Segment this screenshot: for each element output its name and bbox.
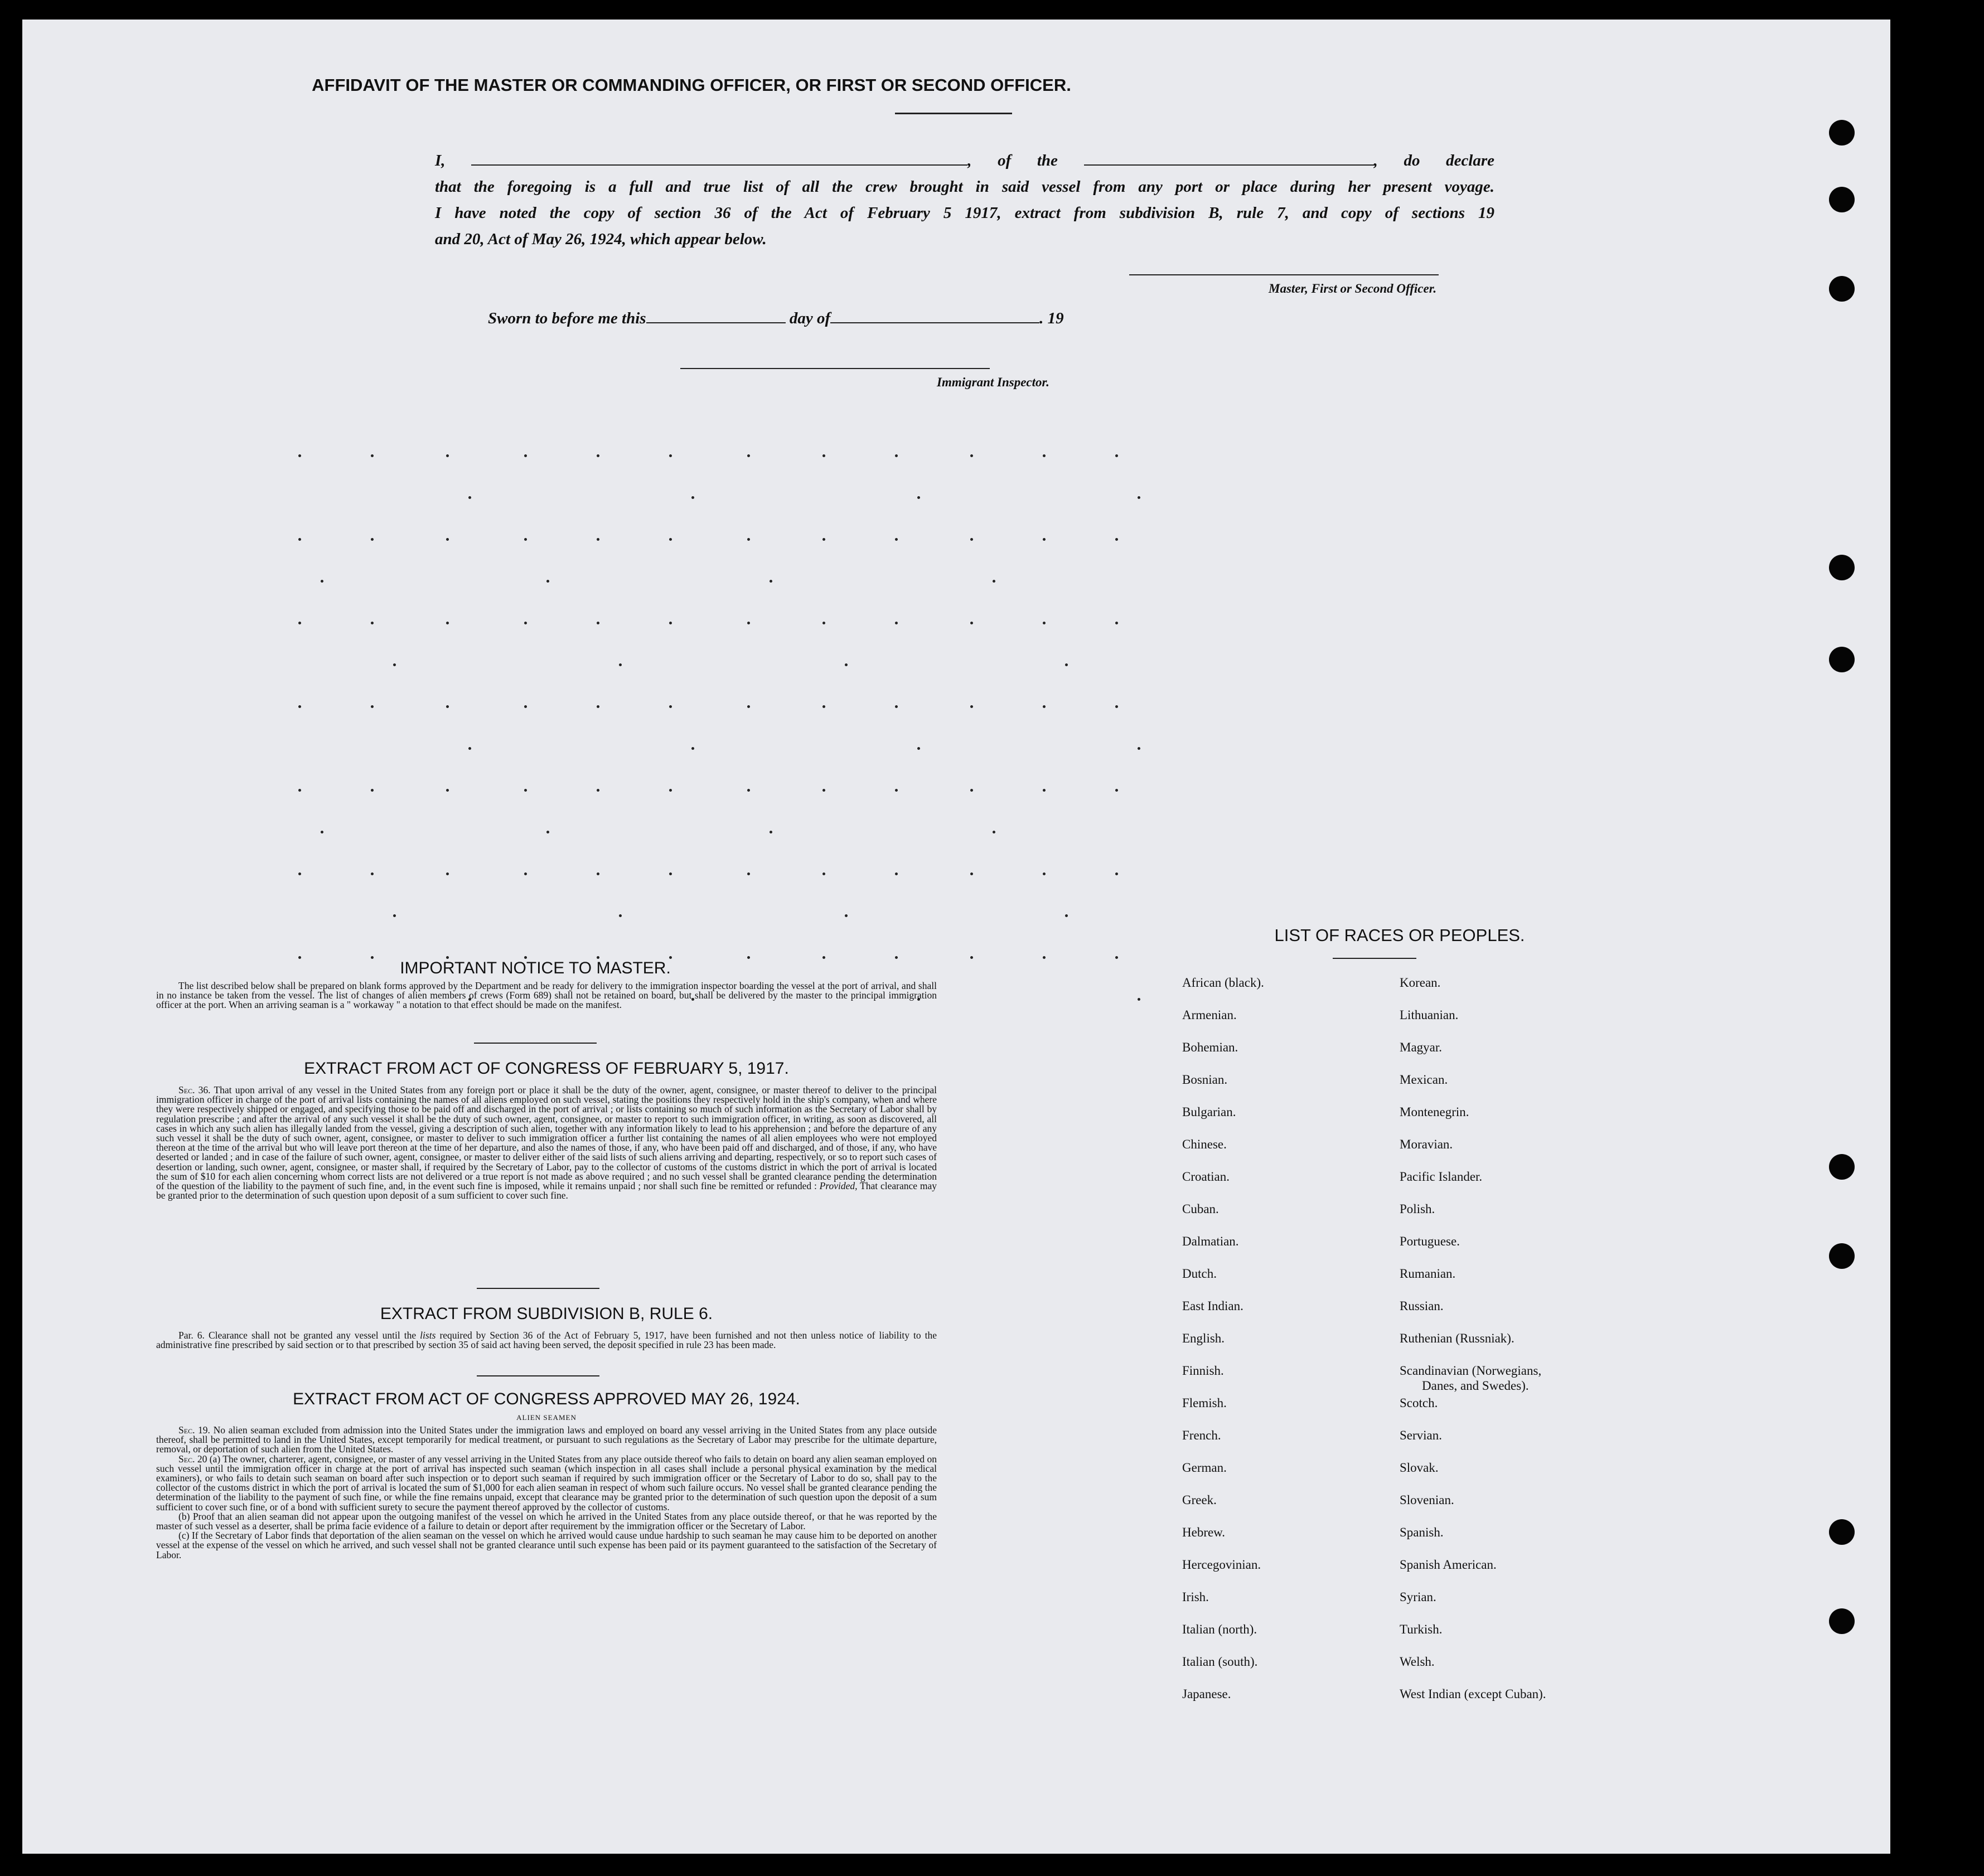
leader-dot [691, 747, 694, 750]
document-page [22, 20, 1890, 1854]
leader-dot [446, 538, 449, 541]
race-item: Japanese. [1182, 1687, 1231, 1701]
race-item: Dutch. [1182, 1267, 1217, 1281]
leader-dot [446, 705, 449, 708]
race-item: West Indian (except Cuban). [1400, 1687, 1546, 1701]
extract-rule6-body [156, 1331, 937, 1350]
sec20c-text: (c) If the Secretary of Labor finds that deportation of the alien seaman on the vessel on which he arrived would cause undue hardship to such seaman he may cause him to be deported on another vessel at the expense of the vessel on which he arrived, and such vessel shall not be granted clearance until such expense has been paid or its payment guaranteed to the satisfaction of the Secretary of Labor. [156, 1530, 937, 1560]
race-item: Hercegovinian. [1182, 1558, 1261, 1572]
leader-dot [1138, 998, 1140, 1001]
leader-dot [669, 789, 672, 792]
race-item: Chinese. [1182, 1137, 1227, 1151]
leader-dot [321, 831, 323, 833]
sec19-text: No alien seaman excluded from admission into the United States under the immigration laws and employed on board any vessel arriving in the United States from any place outside thereof, shall be permitted to land in the United States, except temporarily for medical treatment, or pursuant to such regulations as the Secretary of Labor may prescribe for the ultimate departure, removal, or deportation of such alien from the United States. [156, 1424, 937, 1455]
declaration-line-2: that the foregoing is a full and true list of all the crew brought in said vessel from any port or place during her present voyage. [435, 178, 1494, 196]
sec19-label: Sec. 19. [178, 1424, 210, 1436]
leader-dot [446, 872, 449, 875]
leader-dot [970, 872, 973, 875]
leader-dot [619, 914, 622, 917]
leader-dot [371, 872, 374, 875]
extract-1917-title: EXTRACT FROM ACT OF CONGRESS OF FEBRUARY 5, 1917. [304, 1059, 789, 1078]
leader-dot [524, 705, 527, 708]
leader-dot [1043, 538, 1046, 541]
race-item: Ruthenian (Russniak). [1400, 1331, 1514, 1345]
race-item: African (black). [1182, 976, 1264, 990]
race-item: Bulgarian. [1182, 1105, 1236, 1119]
leader-dot [446, 622, 449, 624]
leader-dot [669, 538, 672, 541]
sworn-month-field[interactable] [830, 311, 1039, 323]
divider [477, 1288, 599, 1289]
leader-dot [895, 956, 898, 959]
leader-dot [1065, 663, 1068, 666]
leader-dot [619, 663, 622, 666]
punch-hole [1829, 120, 1855, 146]
leader-dot [747, 454, 750, 457]
leader-dot [822, 622, 825, 624]
race-item: Dalmatian. [1182, 1234, 1239, 1248]
rule6-text-b: required by Section 36 of the Act of February 5, 1917, have been furnished and not then unless notice of liability to the administrative fine prescribed by said section or to that prescribed by section 35 of said act having been served, the deposit specified in rule 23 has been made. [156, 1330, 937, 1351]
leader-dot [1115, 705, 1118, 708]
sec36-label: Sec. 36. [178, 1084, 211, 1095]
leader-dot [747, 789, 750, 792]
race-item: Armenian. [1182, 1008, 1237, 1022]
leader-dot [1115, 454, 1118, 457]
leader-dot [546, 580, 549, 583]
sworn-day-label: day of [789, 309, 831, 327]
race-item: Servian. [1400, 1428, 1443, 1442]
leader-dot [770, 580, 772, 583]
notice-text: The list described below shall be prepared on blank forms approved by the Department and be ready for delivery to the immigration inspector boarding the vessel at the port of arrival, and shall in no instance be taken from the vessel. The list of changes of alien members of crews (Form 689) shall not be retained on board, but shall be delivered by the master to the principal immigration officer at the port. When an arriving seaman is a " workaway " a notation to that effect should be made on the manifest. [156, 980, 937, 1011]
punch-hole [1829, 647, 1855, 672]
race-item: Polish. [1400, 1202, 1435, 1216]
punch-hole [1829, 1608, 1855, 1634]
leader-dot [468, 747, 471, 750]
leader-dot [822, 454, 825, 457]
leader-dot [1115, 872, 1118, 875]
race-item: Magyar. [1400, 1040, 1443, 1054]
leader-dot [298, 872, 301, 875]
sec20-label: Sec. 20 [178, 1453, 207, 1465]
declaration-line-4: and 20, Act of May 26, 1924, which appear below. [435, 230, 767, 248]
leader-dot [597, 622, 599, 624]
rule6-text-a: Clearance shall not be granted any vessel until the [208, 1330, 417, 1341]
leader-dot [895, 454, 898, 457]
sec20b-text: (b) Proof that an alien seaman did not appear upon the outgoing manifest of the vessel on which he arrived in the United States from any place outside thereof, or that he was reported by the master of such vessel as a deserter, shall be prima facie evidence of a failure to detain or deport after requirement by the immigration officer or the Secretary of Labor. [156, 1510, 937, 1532]
declaration-line-1 [435, 148, 1494, 174]
race-item: Pacific Islander. [1400, 1170, 1483, 1184]
leader-dot [393, 663, 396, 666]
races-title: LIST OF RACES OR PEOPLES. [1274, 925, 1525, 945]
leader-dot [1043, 622, 1046, 624]
leader-dot [1043, 789, 1046, 792]
par6-label: Par. 6. [178, 1330, 205, 1341]
extract-1924-body [156, 1426, 937, 1560]
inspector-caption: Immigrant Inspector. [937, 375, 1049, 389]
punch-hole [1829, 187, 1855, 212]
leader-dot [524, 538, 527, 541]
inspector-signature-line[interactable] [680, 368, 990, 369]
race-item-continuation: Danes, and Swedes). [1422, 1379, 1529, 1393]
leader-dot [917, 747, 920, 750]
race-item: Cuban. [1182, 1202, 1219, 1216]
title-underline [895, 113, 1012, 114]
race-item: Scotch. [1400, 1396, 1438, 1410]
leader-dot [669, 705, 672, 708]
leader-dot [446, 789, 449, 792]
race-item: Welsh. [1400, 1655, 1435, 1669]
race-item: Moravian. [1400, 1137, 1453, 1151]
race-item: Slovak. [1400, 1461, 1439, 1475]
leader-dot [298, 454, 301, 457]
races-title-underline [1333, 958, 1416, 959]
leader-dot [895, 872, 898, 875]
leader-dot [546, 831, 549, 833]
leader-dot [747, 622, 750, 624]
leader-dot [691, 496, 694, 499]
leader-dot [524, 789, 527, 792]
leader-dot [993, 831, 995, 833]
leader-dot [845, 663, 848, 666]
race-item: Russian. [1400, 1299, 1444, 1313]
leader-dot [970, 454, 973, 457]
leader-dot [993, 580, 995, 583]
vessel-field[interactable] [1084, 153, 1374, 166]
sec36-text: That upon arrival of any vessel in the United States from any foreign port or place it shall be the duty of the owner, agent, consignee, or master thereof to deliver to the principal immigration officer in charge of the port of arrival lists containing the names of all aliens employed on such vessel, stating the positions they respectively hold in the ship's company, when and where they were respectively shipped or engaged, and specifying those to be paid off and discharged in the port of arrival ; or lists containing so much of such information as the Secretary of Labor shall by regulation prescribe ; and after the arrival of any such vessel it shall be the duty of such owner, agent, consignee, or master to report to such immigration officer, in writing, as soon as discovered, all cases in which any such alien has illegally landed from the vessel, giving a description of such alien, together with any information likely to lead to his apprehension ; and before the departure of any such vessel it shall be the duty of such owner, agent, consignee, or master to deliver to such immigration officer a further list containing the names of all alien employees who were not employed thereon at the time of the arrival but who will leave port thereon at the time of her departure, and also the names of those, if any, who have been paid off and discharged, and of those, if any, who have deserted or landed ; and in case of the failure of such owner, agent, consignee, or master to deliver either of the said lists of such aliens arriving and departing, respectively, or so to report such cases of desertion or landing, such owner, agent, consignee, or master shall, if required by the Secretary of Labor, pay to the collector of customs of the customs district in which the port of arrival is located the sum of $10 for each alien concerning whom correct lists are not delivered or a true report is not made as above required ; and no such vessel shall be granted clearance pending the determination of the question of the liability to the payment of such fine, and, in the event such fine is imposed, while it remains unpaid ; nor shall such fine be remitted or refunded : [156, 1084, 937, 1192]
race-item: Slovenian. [1400, 1493, 1454, 1507]
sworn-day-field[interactable] [646, 311, 786, 323]
declaration-line-3: I have noted the copy of section 36 of the Act of February 5 1917, extract from subdivision B, rule 7, and copy of sections 19 [435, 204, 1494, 222]
leader-dot [1115, 956, 1118, 959]
race-item: Bohemian. [1182, 1040, 1238, 1054]
race-item: Syrian. [1400, 1590, 1436, 1604]
sworn-prefix: Sworn to before me this [488, 309, 646, 327]
leader-dot [298, 705, 301, 708]
name-field[interactable] [471, 153, 967, 166]
punch-hole [1829, 276, 1855, 302]
leader-dot [1138, 747, 1140, 750]
leader-dot [597, 789, 599, 792]
race-item: Rumanian. [1400, 1267, 1456, 1281]
race-item: Greek. [1182, 1493, 1217, 1507]
leader-dot [970, 956, 973, 959]
leader-dot [321, 580, 323, 583]
race-item: Turkish. [1400, 1622, 1443, 1636]
leader-dot [669, 872, 672, 875]
race-item: Finnish. [1182, 1364, 1224, 1378]
extract-1924-title: EXTRACT FROM ACT OF CONGRESS APPROVED MAY 26, 1924. [293, 1390, 800, 1408]
leader-dot [895, 789, 898, 792]
leader-dot [895, 622, 898, 624]
leader-dot [822, 789, 825, 792]
leader-dot [371, 622, 374, 624]
leader-dot [747, 872, 750, 875]
leader-dot [895, 705, 898, 708]
divider [474, 1043, 597, 1044]
leader-dot [446, 454, 449, 457]
proviso-text: That clearance may be granted prior to the determination of such question upon deposit of a sum sufficient to cover such fine. [156, 1180, 937, 1201]
race-item: Italian (south). [1182, 1655, 1258, 1669]
leader-dot [298, 789, 301, 792]
race-item: Spanish American. [1400, 1558, 1497, 1572]
leader-dot [524, 622, 527, 624]
of-the-label: , of the [967, 152, 1058, 169]
leader-dot [822, 538, 825, 541]
leader-dot [845, 914, 848, 917]
leader-dot [298, 538, 301, 541]
leader-dot [1115, 622, 1118, 624]
leader-dot [669, 622, 672, 624]
leader-dot [770, 831, 772, 833]
race-item: German. [1182, 1461, 1227, 1475]
race-item: Italian (north). [1182, 1622, 1257, 1636]
race-item: Spanish. [1400, 1525, 1444, 1539]
race-item: Montenegrin. [1400, 1105, 1469, 1119]
leader-dot [597, 872, 599, 875]
leader-dot [822, 705, 825, 708]
leader-dot [468, 496, 471, 499]
leader-dot [1065, 914, 1068, 917]
leader-dot [298, 622, 301, 624]
leader-dot [970, 789, 973, 792]
notice-title: IMPORTANT NOTICE TO MASTER. [400, 959, 671, 977]
extract-rule6-title: EXTRACT FROM SUBDIVISION B, RULE 6. [380, 1305, 713, 1323]
leader-dot [524, 454, 527, 457]
race-item: French. [1182, 1428, 1221, 1442]
race-item: Flemish. [1182, 1396, 1227, 1410]
leader-dot [371, 454, 374, 457]
race-item: Portuguese. [1400, 1234, 1460, 1248]
punch-hole [1829, 1243, 1855, 1269]
proviso-word: Provided, [819, 1180, 858, 1192]
notice-body [156, 981, 937, 1010]
signature-caption: Master, First or Second Officer. [1269, 282, 1437, 295]
leader-dot [1043, 454, 1046, 457]
leader-dot [895, 538, 898, 541]
race-item: Mexican. [1400, 1073, 1448, 1087]
declaration [435, 148, 1494, 253]
leader-dot [669, 454, 672, 457]
leader-dot [917, 496, 920, 499]
leader-dot [597, 538, 599, 541]
race-item: Irish. [1182, 1590, 1209, 1604]
sworn-year: . 19 [1039, 309, 1064, 327]
leader-dot [1043, 705, 1046, 708]
race-item: Lithuanian. [1400, 1008, 1459, 1022]
race-item: East Indian. [1182, 1299, 1243, 1313]
leader-dot [371, 789, 374, 792]
i-label: I, [435, 152, 446, 169]
leader-dot [970, 538, 973, 541]
leader-dot [1115, 789, 1118, 792]
punch-hole [1829, 1154, 1855, 1180]
signature-line[interactable] [1129, 274, 1439, 275]
leader-dot [597, 705, 599, 708]
do-declare-label: , do declare [1373, 152, 1495, 169]
leader-dot [970, 705, 973, 708]
leader-dot [1115, 538, 1118, 541]
leader-dot [1043, 872, 1046, 875]
race-item: Korean. [1400, 976, 1441, 990]
affidavit-title: AFFIDAVIT OF THE MASTER OR COMMANDING OFFICER, OR FIRST OR SECOND OFFICER. [312, 75, 1071, 95]
lists-word: lists [420, 1330, 436, 1341]
alien-seamen-subtitle: ALIEN SEAMEN [516, 1413, 577, 1422]
leader-dot [747, 705, 750, 708]
race-item: Bosnian. [1182, 1073, 1228, 1087]
leader-dot [524, 872, 527, 875]
leader-dot [371, 538, 374, 541]
sworn-line [488, 309, 1064, 328]
race-item: Croatian. [1182, 1170, 1230, 1184]
leader-dot [597, 454, 599, 457]
leader-dot [1043, 956, 1046, 959]
leader-dot [1138, 496, 1140, 499]
divider [477, 1375, 599, 1376]
leader-dot [822, 872, 825, 875]
race-item: Scandinavian (Norwegians, [1400, 1364, 1542, 1378]
leader-dot [970, 622, 973, 624]
race-item: Hebrew. [1182, 1525, 1226, 1539]
punch-hole [1829, 555, 1855, 580]
extract-1917-body [156, 1085, 937, 1200]
leader-dot [371, 705, 374, 708]
punch-hole [1829, 1519, 1855, 1545]
race-item: English. [1182, 1331, 1225, 1345]
sec20a-text: (a) The owner, charterer, agent, consignee, or master of any vessel arriving in the United States from any place outside thereof who fails to detain on board any alien seaman employed on such vessel until the immigration officer in charge at the port of arrival has inspected such seaman (which inspection in all cases shall include a personal physical examination by the medical examiners), or who fails to detain such seaman on board after such inspection or to deport such seaman if required by such immigration officer or the Secretary of Labor to do so, shall pay to the collector of the customs district in which the port of arrival is located the sum of $1,000 for each alien seaman in respect of whom such failure occurs. No vessel shall be granted clearance pending the determination of the liability to the payment of such fine, or while the fine remains unpaid, except that clearance may be granted prior to the determination of such question upon the deposit of a sum sufficient to cover such fine, or of a bond with sufficient surety to secure the payment thereof approved by the collector of customs. [156, 1453, 937, 1513]
leader-dot [393, 914, 396, 917]
leader-dot [747, 538, 750, 541]
